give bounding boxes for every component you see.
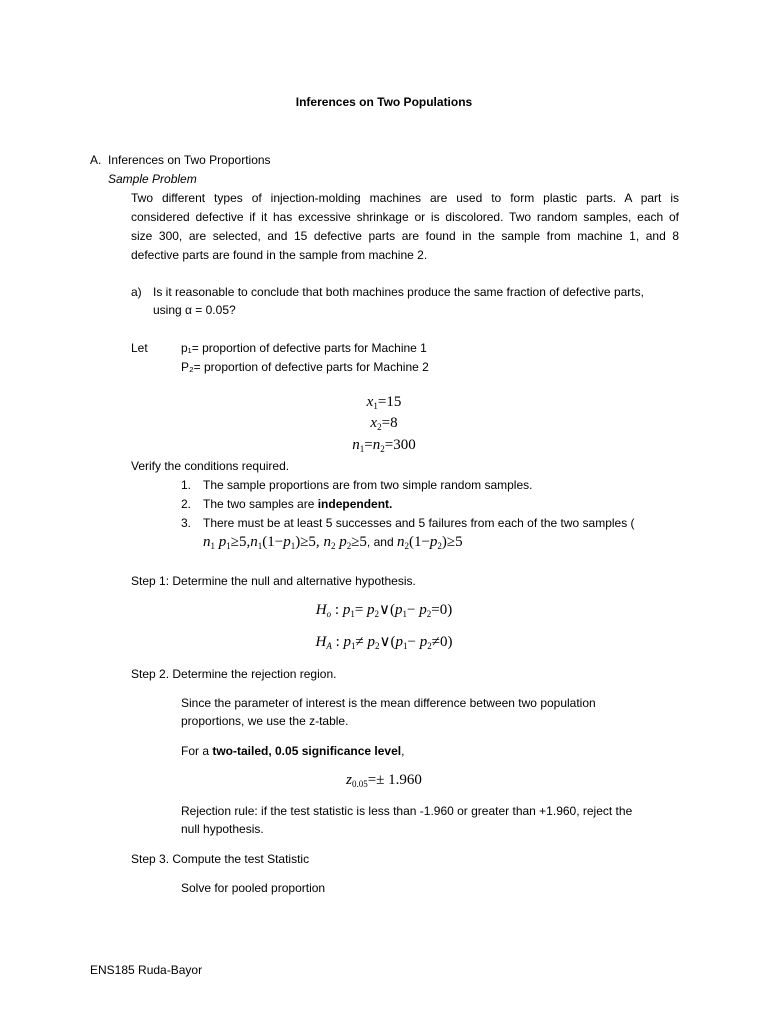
problem-line-4: defective parts are found in the sample from machine 2. [131, 248, 428, 262]
given-x2: $x_2=8$ [370, 415, 398, 432]
given-n: $n_1=n_2=300$ [352, 437, 416, 454]
given-x1: $x_1=15$ [366, 394, 402, 411]
condition-3: There must be at least 5 successes and 5 failures from each of the two samples ( [203, 516, 635, 530]
condition-1: The sample proportions are from two simple random samples. [203, 478, 533, 492]
definition-p2: P₂= proportion of defective parts for Machine 2 [181, 360, 429, 374]
step-2-paragraph-line-2: proportions, we use the z-table. [181, 714, 349, 728]
rejection-rule-line-2: null hypothesis. [181, 822, 264, 836]
step-2-paragraph-line-1: Since the parameter of interest is the mean difference between two population [181, 696, 596, 710]
problem-line-3: size 300, are selected, and 15 defective parts are found in the sample from machine 1, and 8 [131, 229, 679, 243]
step-3-subtext: Solve for pooled proportion [181, 881, 326, 895]
problem-line-2: considered defective if it has excessive shrinkage or is discolored. Two random samples, each of [131, 210, 679, 224]
page-footer: ENS185 Ruda-Bayor [90, 963, 203, 977]
condition-2: The two samples are independent. [203, 497, 393, 511]
step-3-label: Step 3. Compute the test Statistic [131, 852, 310, 866]
section-heading: Inferences on Two Proportions [108, 153, 271, 167]
let-label: Let [131, 341, 148, 355]
conditions-intro: Verify the conditions required. [131, 459, 290, 473]
sample-problem-heading: Sample Problem [108, 172, 197, 186]
alternative-hypothesis: $H_A$ : $p_1\ne$ $p_2\vee(p_1- p_2\ne 0)$ [315, 634, 453, 651]
question-line-2: using α = 0.05? [153, 303, 236, 317]
step-2-label: Step 2. Determine the rejection region. [131, 667, 337, 681]
condition-3-marker: 3. [181, 516, 192, 530]
step-1-label: Step 1: Determine the null and alternative hypothesis. [131, 574, 416, 588]
problem-line-1: Two different types of injection-molding machines are used to form plastic parts. A part is [131, 191, 679, 205]
rejection-rule-line-1: Rejection rule: if the test statistic is less than -1.960 or greater than +1.960, reject the [181, 804, 633, 818]
significance-line: For a two-tailed, 0.05 significance level, [181, 744, 405, 758]
null-hypothesis: $H_o$ : $p_1=$ $p_2\vee(p_1- p_2=0)$ [315, 602, 453, 619]
question-marker: a) [131, 285, 142, 299]
definition-p1: p₁= proportion of defective parts for Machine 1 [181, 341, 427, 355]
condition-2-marker: 2. [181, 497, 192, 511]
condition-3-formula: $n_1$ $p_1\ge 5,n_1(1-p_1)\ge 5$, $n_2$ $p_2\ge 5$, and $n_2(1-p_2)\ge 5$ [203, 534, 463, 551]
page-title: Inferences on Two Populations [295, 95, 473, 109]
condition-1-marker: 1. [181, 478, 192, 492]
critical-value: $z_{0.05}=\pm 1.960$ [346, 772, 422, 789]
section-marker: A. [90, 153, 102, 167]
question-line-1: Is it reasonable to conclude that both machines produce the same fraction of defective parts, [153, 285, 644, 299]
